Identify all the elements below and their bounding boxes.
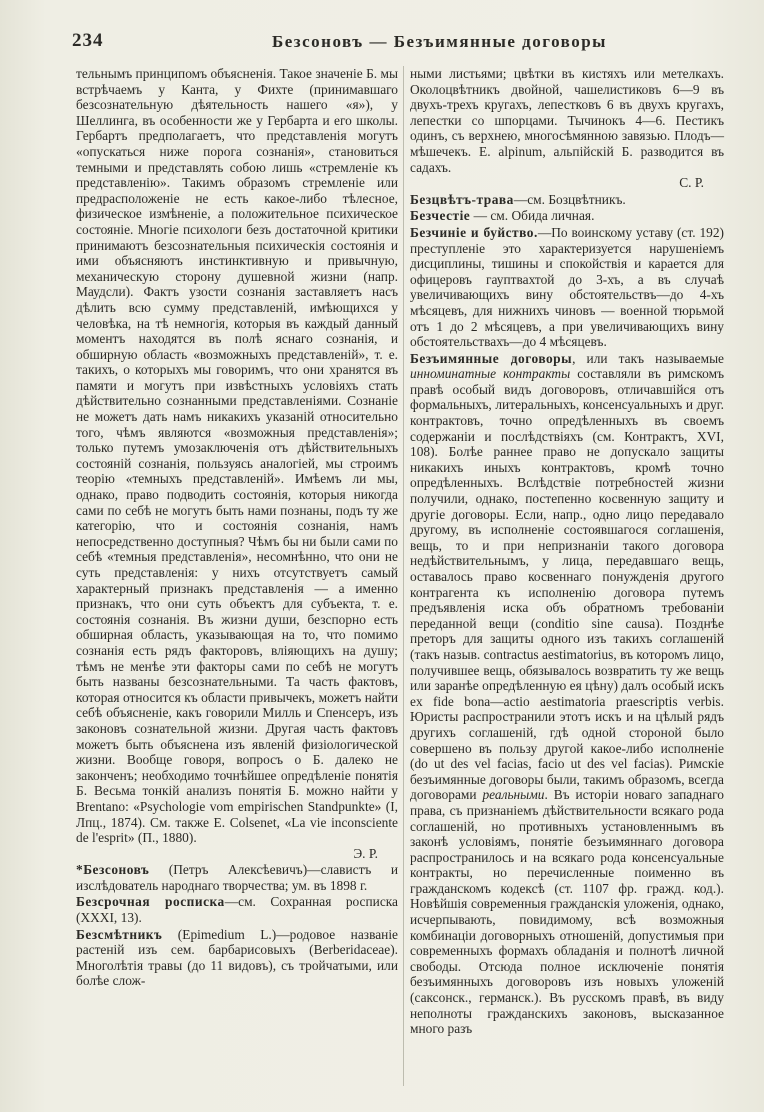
entry-body: —По воинскому уставу (ст. 192) преступленіе это характеризуется нарушеніемъ дисциплины, тишины и спокойствія и карается для офицеровъ гауптвахтой до 3-хъ, а въ случаѣ увеличивающихъ вину обстоятельствъ—до 4-хъ мѣсяцевъ, для нижнихъ чиновъ — военной тюрьмой отъ 1 до 2 мѣсяцевъ, а при увеличивающихъ вину обстоятельствахъ—до 4 мѣсяцевъ.	[410, 224, 724, 350]
page-number: 234	[72, 30, 104, 51]
entry-bezsrochnaya-rospiska	[76, 894, 398, 925]
running-title: Безсоновъ — Безъимянные договоры	[272, 32, 607, 51]
entry-body: , или такъ называемые	[572, 350, 725, 366]
page-header	[72, 30, 724, 56]
entry-bezsmetnik	[76, 927, 398, 989]
entry-body: (Epimedium L.)—родовое названіе растеній изъ сем. барбарисовыхъ (Berberidaceae). Многолѣтія травы (до 11 видовъ), съ тройчатыми, или болѣе слож-	[76, 926, 398, 989]
entry-bezchestie	[410, 208, 724, 224]
column-divider	[403, 66, 404, 1086]
entry-body: —см. Сохранная росписка (XXXI, 13).	[76, 894, 399, 926]
entry-bezimyannye-dogovory	[410, 351, 724, 1037]
entry-headword: *Безсоновъ	[76, 862, 150, 878]
italic-term: инноминатные контракты	[410, 366, 571, 382]
entry-headword: Безсрочная росписка	[76, 894, 225, 910]
entry-headword: Безцвѣтъ-трава	[410, 191, 514, 207]
entry-bezsonov	[76, 862, 398, 893]
entry-body: (Петръ Алексѣевичъ)—славистъ и изслѣдователь народнаго творчества; ум. въ 1898 г.	[76, 862, 398, 893]
entry-body: составляли въ римскомъ правѣ особый видъ договоровъ, отличавшійся отъ формальныхъ, литеральныхъ, консенсуальныхъ и друг. контрактовъ, точно опредѣленныхъ въ своемъ содержаніи и послѣдствіяхъ (см. Контрактъ, XVI, 108). Болѣе раннее право не допускало защиты никакихъ иныхъ контрактовъ, кромѣ точно опредѣленныхъ. Вслѣдствіе потребностей жизни получили, однако, постепенно косвенную защиту и другіе договоры. Если, напр., одно лицо передавало другому, въ исполненіе состоявшагося соглашенія, вещь, то и при непризнаніи такого договора недѣйствительнымъ, у лица, передавшаго вещь, оставалось право косвеннаго понужденія другого контрагента къ исполненію договора путемъ предъявленія иска объ обратномъ требованіи переданной вещи (conditio sine causa). Позднѣе преторъ для защиты одного изъ такихъ соглашеній (такъ назыв. contractus aestimatorius, въ которомъ лицо, получившее вещь, обязывалось возвратить ту же вещь или заранѣе опредѣленную ея цѣну) далъ особый искъ ex fide bona—actio aestimatoria praescriptis verbis. Юристы распространили этотъ искъ и на цѣлый рядъ другихъ соглашеній, гдѣ одной стороной было совершено въ пользу другой какое-либо исполненіе (do ut des vel facias, facio ut des vel facias). Римскіе безъимянные договоры были, такимъ образомъ, всегда договорами	[410, 366, 725, 803]
italic-term: реальными	[482, 787, 545, 803]
entry-headword: Безчестіе	[410, 208, 471, 224]
entry-headword: Безъимянные договоры	[410, 350, 573, 366]
entry-beztsvet-trava	[410, 192, 724, 208]
author-signature: С. Р.	[679, 175, 704, 191]
entry-body: —см. Бозцвѣтникъ.	[513, 191, 626, 207]
right-column	[410, 66, 724, 1037]
entry-text	[76, 66, 398, 861]
paragraph-text: тельнымъ принципомъ объясненія. Такое значеніе Б. мы встрѣчаемъ у Канта, у Фихте (принимавшаго безсознательную дѣятельность нашего «я»), у Шеллинга, въ особенности же у Гербарта и его школы. Гербартъ предполагаетъ, что представленія могутъ «опускаться ниже порога сознанія», становиться темными и представлять собою лишь «стремленіе къ представленію». Такимъ образомъ стремленіе или предрасположеніе не есть какое-либо тѣлесное, физическое измѣненіе, а положительное психическое состояніе. Многіе психологи безъ достаточной критики принимаютъ безсознательныя психическія состоянія и ими объясняютъ инстинктивную и привычную, механическую сторону душевной жизни (напр. Маудсли). Фактъ узости сознанія заставляетъ насъ дѣлить всю сумму представленій, имѣющихся у человѣка, на тѣ немногія, которыя въ каждый данный моментъ находятся въ полѣ яснаго сознанія, и обширную область «возможныхъ представленій», т. е. такихъ, о которыхъ мы говоримъ, что они хранятся въ памяти и могутъ при извѣстныхъ условіяхъ стать дѣйствительно сознанными представленіями. Сознаніе не можетъ дать намъ никакихъ указаній относительно того, чѣмъ являются «возможныя представленія»; только путемъ умозаключенія отъ дѣйствительныхъ состояній сознанія, пользуясь аналогіей, мы строимъ теорію «темныхъ представленій». Имѣемъ ли мы, однако, право подводить состоянія, которыя никогда сами по себѣ не могутъ быть нами познаны, подъ ту же категорію, что и состоянія сознанія, намъ непосредственно доступныя? Чѣмъ бы ни были сами по себѣ «темныя представленія», несомнѣнно, что они не суть представленія: у нихъ отсутствуетъ самый характерный признакъ представленія — а именно признакъ, что они суть объектъ для субъекта, т. е. состоянія сознанія. Въ жизни души, безспорно есть обширная область, указывающая на то, что помимо сознанія есть рядъ факторовъ, вліяющихъ на душу; тѣмъ не менѣе эти факторы сами по себѣ не могутъ быть названы безсознательными. Та часть фактовъ, которая относится къ области привычекъ, можетъ найти себѣ объясненіе, какъ говорили Милль и Спенсеръ, изъ законовъ сознательной жизни. Другая часть фактовъ можетъ быть объяснена изъ явленій физіологической жизни. Вообще говоря, вопросъ о Б. далеко не законченъ; необходимо точнѣйшее опредѣленіе понятія Б. Весьма тонкій анализъ понятія Б. можно найти у Brentano: «Psychologie vom empirischen Standpunkte» (I, Лпц., 1874). См. также E. Colsenet, «La vie inconsciente de l'esprit» (П., 1880).	[76, 66, 398, 846]
entry-headword: Безсмѣтникъ	[76, 926, 163, 942]
entry-continuation	[410, 66, 724, 191]
entry-body: . Въ исторіи новаго западнаго права, съ признаніемъ дѣйствительности всякаго рода соглашеній, но противныхъ установленнымъ въ законѣ условіямъ, понятіе безъимяннаго договора распространилось и на всякаго рода консенсуальные контракты, но перечисленные поименно въ гражданскомъ кодексѣ (ст. 1107 фр. гражд. код.). Новѣйшія современныя гражданскія уложенія, однако, исчерпывають, повидимому, всѣ возможныя комбинаціи договорныхъ отношеній, допустимыя при современныхъ формахъ обладанія и полнотѣ личной свободы. Отсюда полное исключеніе понятія безъимянныхъ договоровъ изъ новыхъ уложеній (саксонск., германск.). Въ русскомъ правѣ, въ виду неполноты гражданскихъ законовъ, высказанное много разъ	[410, 787, 725, 1037]
entry-headword: Безчиніе и буйство.	[410, 224, 538, 240]
paragraph-text: ными листьями; цвѣтки въ кистяхъ или метелкахъ. Околоцвѣтникъ двойной, чашелистиковъ 6—9 въ двухъ-трехъ кругахъ, лепестковъ 6 въ двухъ кругахъ, лепестки со шпорцами. Тычинокъ 4—6. Пестикъ одинъ, съ верхнею, многосѣмянною завязью. Плодъ—мѣшечекъ. E. alpinum, альпійскій Б. разводится въ садахъ.	[410, 66, 724, 175]
entry-body: — см. Обида личная.	[470, 208, 595, 224]
author-signature: Э. Р.	[353, 845, 378, 861]
entry-bezchinie	[410, 225, 724, 350]
left-column	[76, 66, 398, 989]
